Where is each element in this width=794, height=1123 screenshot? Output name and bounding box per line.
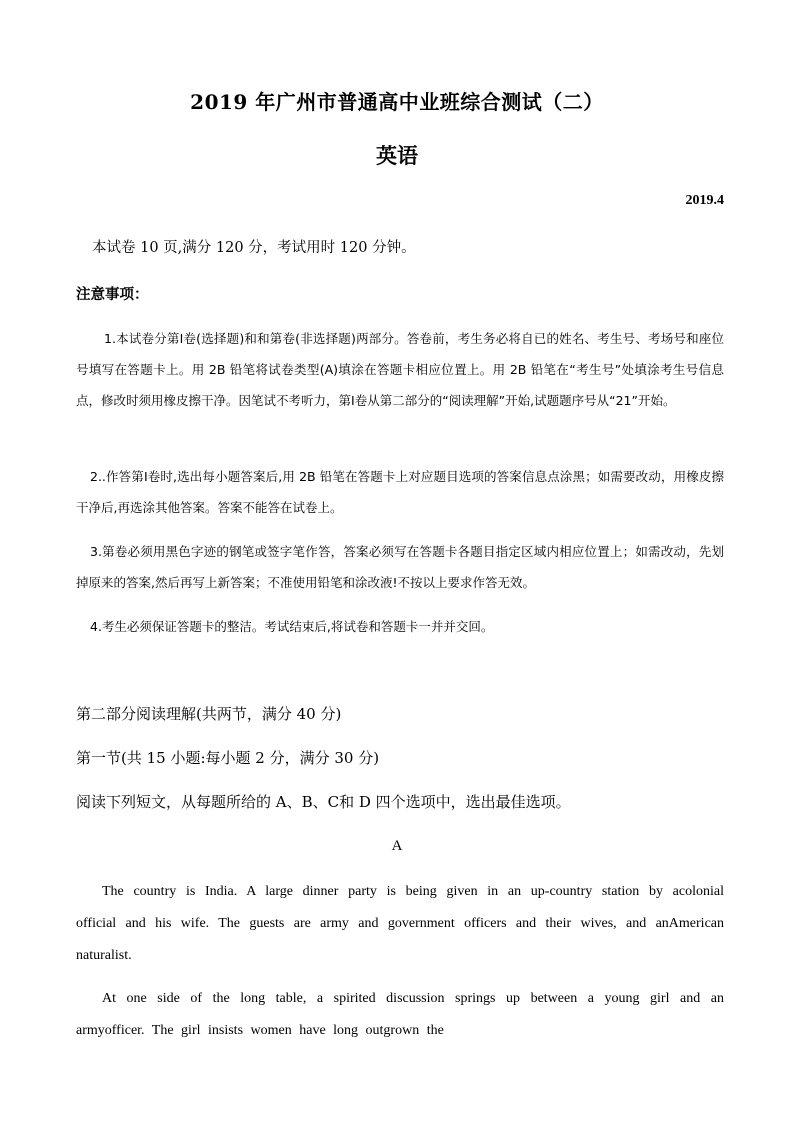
notice-item-4: 4.考生必须保证答题卡的整洁。考试结束后,将试卷和答题卡一并并交回。 — [90, 619, 494, 634]
notice-item-2: 2..作答第Ⅰ卷时,选出每小题答案后,用 2B 铅笔在答题卡上对应题目选项的答案信息点涂黑；如需要改动，用橡皮擦干净后,再选涂其他答案。答案不能答在试卷上。 — [76, 469, 724, 515]
reading-instructions: 阅读下列短文，从每题所给的 A、B、C和 D 四个选项中，选出最佳选项。 — [76, 793, 571, 811]
exam-title: 2019 年广州市普通高中业班综合测试（二） — [190, 90, 604, 114]
passage-paragraph-1: The country is India. A large dinner party is being given in an up-country station by acolonial official and his wife. The guests are army and government officers and their wives, and anAmerican naturalist. — [76, 884, 724, 963]
passage-label: A — [391, 838, 403, 854]
passage-paragraph-2: At one side of the long table, a spirited discussion springs up between a young girl and an armyofficer. The girl insists women have long outgrown the — [76, 991, 724, 1038]
subject-title: 英语 — [376, 143, 418, 168]
exam-intro: 本试卷 10 页,满分 120 分，考试用时 120 分钟。 — [92, 240, 416, 256]
notice-item-3: 3.第卷必须用黑色字迹的钢笔或签字笔作答，答案必须写在答题卡各题目指定区域内相应位置上；如需改动，先划掉原来的答案,然后再写上新答案；不准使用铅笔和涂改液!不按以上要求作答无效。 — [76, 544, 724, 590]
section1-heading: 第一节(共 15 小题:每小题 2 分，满分 30 分) — [76, 749, 380, 767]
notice-heading: 注意事项： — [76, 286, 149, 303]
notice-item-1: 1.本试卷分第Ⅰ卷(选择题)和和第卷(非选择题)两部分。答卷前，考生务必将自已的姓名、考生号、考场号和座位号填写在答题卡上。用 2B 铅笔将试卷类型(A)填涂在答题卡相应位置上。用 2B 铅笔在“考生号”处填涂考生号信息点，修改时须用橡皮擦干净。因笔试不考听力，第Ⅰ卷从第二部分的“阅读理解”开始,试题题序号从“21”开始。 — [76, 331, 724, 408]
part2-heading: 第二部分阅读理解(共两节，满分 40 分) — [76, 705, 342, 723]
exam-date: 2019.4 — [685, 193, 724, 208]
